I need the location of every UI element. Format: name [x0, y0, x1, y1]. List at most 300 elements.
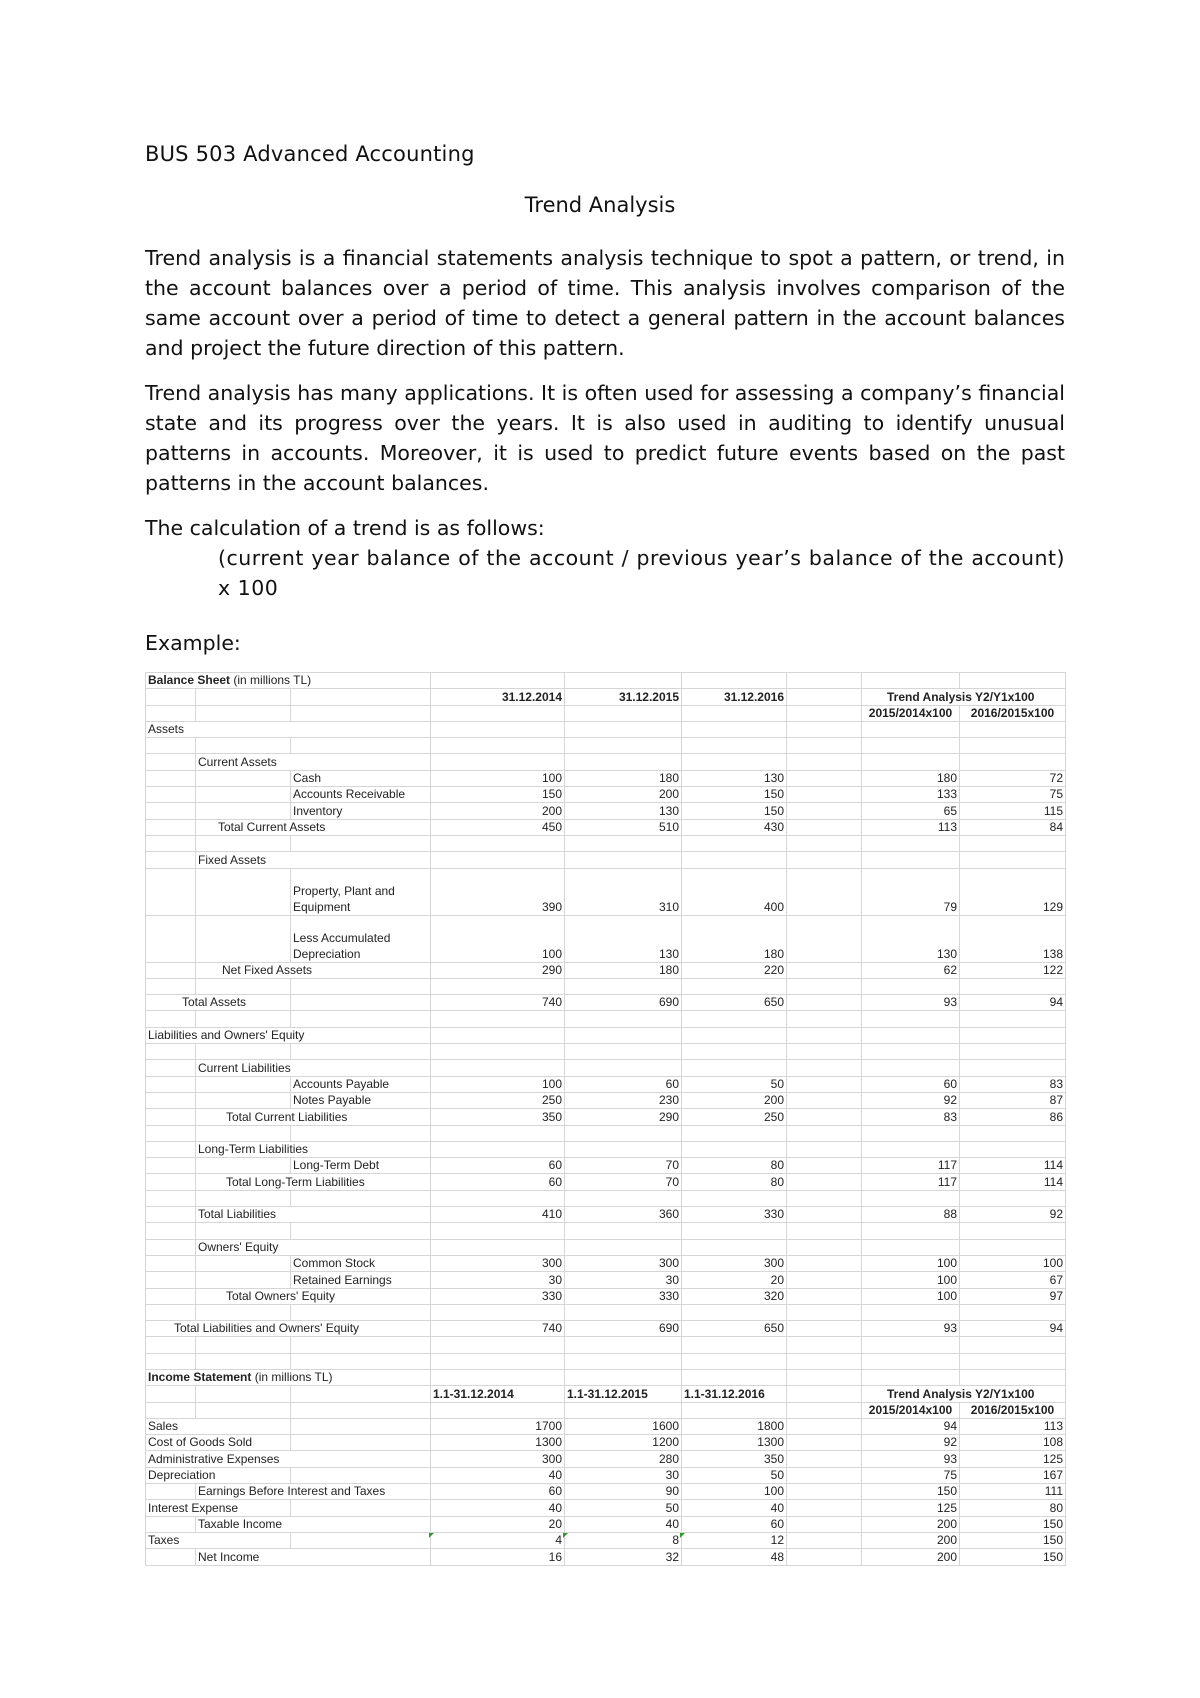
table-cell	[291, 1467, 431, 1483]
table-cell	[787, 1223, 862, 1239]
table-cell	[787, 1467, 862, 1483]
is-subheader-row	[146, 1402, 1066, 1418]
table-row	[146, 1092, 1066, 1108]
table-cell: 125	[862, 1500, 960, 1516]
table-cell: 130	[862, 915, 960, 962]
table-cell	[960, 721, 1066, 737]
table-cell: 30	[565, 1467, 682, 1483]
table-cell	[146, 1402, 196, 1418]
table-cell	[565, 705, 682, 721]
table-cell: 150	[960, 1549, 1066, 1565]
table-cell	[787, 1353, 862, 1369]
table-cell: 84	[960, 819, 1066, 835]
table-cell: 1800	[682, 1418, 787, 1434]
table-cell	[862, 1239, 960, 1255]
table-cell	[146, 1092, 196, 1108]
table-cell	[146, 978, 196, 994]
table-cell: 150	[431, 787, 565, 803]
table-cell: Total Long-Term Liabilities	[196, 1174, 431, 1190]
table-cell: 12	[682, 1532, 787, 1548]
table-cell: 62	[862, 962, 960, 978]
table-row-total	[146, 1288, 1066, 1304]
table-cell	[960, 738, 1066, 754]
table-cell: 75	[862, 1467, 960, 1483]
table-cell: 650	[682, 1321, 787, 1337]
table-cell	[787, 1044, 862, 1060]
table-cell	[146, 835, 196, 851]
table-cell: 167	[960, 1467, 1066, 1483]
table-cell: 108	[960, 1435, 1066, 1451]
table-cell: 113	[862, 819, 960, 835]
table-cell	[291, 995, 431, 1011]
table-cell: 88	[862, 1207, 960, 1223]
table-cell	[291, 738, 431, 754]
table-cell	[862, 1125, 960, 1141]
is-header-row	[146, 1386, 1066, 1402]
table-cell	[431, 1141, 565, 1157]
table-cell	[787, 978, 862, 994]
table-cell: 129	[960, 868, 1066, 915]
bs-trend-a: 2015/2014x100	[862, 705, 960, 721]
table-cell	[862, 1369, 960, 1385]
table-cell	[291, 1304, 431, 1320]
table-row	[146, 1467, 1066, 1483]
table-cell	[146, 1369, 431, 1385]
table-cell	[291, 1435, 431, 1451]
table-cell	[291, 1418, 431, 1434]
table-cell	[682, 835, 787, 851]
table-cell	[862, 852, 960, 868]
table-cell	[146, 770, 196, 786]
table-cell: Total Assets	[146, 995, 291, 1011]
table-cell: Cash	[291, 770, 431, 786]
table-cell: 92	[960, 1207, 1066, 1223]
table-cell: Total Current Liabilities	[196, 1109, 431, 1125]
table-cell	[146, 1516, 196, 1532]
table-cell	[862, 1190, 960, 1206]
table-cell	[565, 1060, 682, 1076]
table-cell	[291, 1402, 431, 1418]
table-cell: 93	[862, 995, 960, 1011]
table-cell: 94	[960, 995, 1066, 1011]
paragraph-calculation: The calculation of a trend is as follows:	[145, 516, 545, 540]
table-cell: Notes Payable	[291, 1092, 431, 1108]
table-cell: 290	[431, 962, 565, 978]
table-cell: 138	[960, 915, 1066, 962]
table-cell	[787, 770, 862, 786]
example-label: Example:	[145, 631, 241, 655]
table-cell: 690	[565, 1321, 682, 1337]
table-cell: 250	[431, 1092, 565, 1108]
table-cell	[565, 1239, 682, 1255]
bs-oe-label: Owners' Equity	[196, 1239, 431, 1255]
table-cell: 50	[565, 1500, 682, 1516]
table-row-blank	[146, 1337, 1066, 1353]
table-cell	[787, 835, 862, 851]
table-row	[146, 1516, 1066, 1532]
table-cell: 180	[862, 770, 960, 786]
table-cell: 130	[565, 803, 682, 819]
table-cell	[682, 1337, 787, 1353]
table-cell: 30	[431, 1272, 565, 1288]
table-cell	[146, 689, 196, 705]
table-cell	[862, 1027, 960, 1043]
table-cell: 180	[565, 962, 682, 978]
table-cell	[862, 1223, 960, 1239]
table-cell	[431, 1304, 565, 1320]
table-cell: Interest Expense	[146, 1500, 291, 1516]
bs-assets-label: Assets	[146, 721, 431, 737]
table-row	[146, 770, 1066, 786]
table-cell: 114	[960, 1174, 1066, 1190]
table-cell	[565, 738, 682, 754]
table-cell: 100	[682, 1484, 787, 1500]
table-cell	[291, 705, 431, 721]
table-cell	[682, 754, 787, 770]
table-row-total	[146, 995, 1066, 1011]
table-cell	[565, 835, 682, 851]
is-trend-header: Trend Analysis Y2/Y1x100	[862, 1386, 1066, 1402]
table-cell: 330	[565, 1288, 682, 1304]
is-col-2015: 1.1-31.12.2015	[565, 1386, 682, 1402]
bs-title: Balance Sheet	[148, 673, 231, 688]
table-cell	[196, 978, 291, 994]
table-cell: Less Accumulated Depreciation	[291, 915, 431, 962]
table-cell	[565, 1402, 682, 1418]
table-cell: 40	[682, 1500, 787, 1516]
table-cell	[682, 1190, 787, 1206]
table-cell	[431, 1337, 565, 1353]
table-cell	[960, 1027, 1066, 1043]
table-row-blank	[146, 978, 1066, 994]
table-cell: 92	[862, 1435, 960, 1451]
table-cell	[196, 1125, 291, 1141]
table-cell	[862, 1304, 960, 1320]
table-cell	[682, 721, 787, 737]
table-cell: 1600	[565, 1418, 682, 1434]
table-cell: 280	[565, 1451, 682, 1467]
table-cell	[960, 1060, 1066, 1076]
table-row-blank	[146, 1125, 1066, 1141]
table-cell	[960, 1141, 1066, 1157]
table-cell	[787, 1500, 862, 1516]
table-cell: 50	[682, 1076, 787, 1092]
table-cell	[682, 1353, 787, 1369]
table-cell	[787, 754, 862, 770]
table-row-total	[146, 962, 1066, 978]
table-cell	[787, 1109, 862, 1125]
table-cell: 400	[682, 868, 787, 915]
table-cell	[291, 1223, 431, 1239]
table-cell	[196, 1092, 291, 1108]
table-cell	[787, 1321, 862, 1337]
table-cell	[960, 754, 1066, 770]
spreadsheet-example	[145, 672, 1065, 1566]
table-cell	[431, 1190, 565, 1206]
table-cell	[146, 738, 196, 754]
table-cell	[862, 754, 960, 770]
table-cell: 16	[431, 1549, 565, 1565]
table-cell	[146, 787, 196, 803]
table-row	[146, 1435, 1066, 1451]
table-cell	[196, 1223, 291, 1239]
table-cell	[431, 1011, 565, 1027]
table-cell	[787, 1386, 862, 1402]
table-cell	[960, 1337, 1066, 1353]
table-cell	[862, 1353, 960, 1369]
table-cell	[431, 754, 565, 770]
table-cell	[291, 1500, 431, 1516]
table-cell	[196, 915, 291, 962]
table-cell	[196, 1190, 291, 1206]
table-row	[146, 1484, 1066, 1500]
table-row-blank	[146, 1011, 1066, 1027]
table-cell: 200	[431, 803, 565, 819]
table-cell: 330	[431, 1288, 565, 1304]
is-title: Income Statement	[148, 1370, 252, 1385]
table-cell	[431, 1353, 565, 1369]
table-row	[146, 1451, 1066, 1467]
table-cell	[431, 1027, 565, 1043]
table-cell	[787, 1272, 862, 1288]
table-cell: 30	[565, 1272, 682, 1288]
table-cell	[862, 978, 960, 994]
table-cell	[862, 1011, 960, 1027]
table-cell	[862, 738, 960, 754]
is-col-2016: 1.1-31.12.2016	[682, 1386, 787, 1402]
paragraph-definition: Trend analysis is a financial statements analysis technique to spot a pattern, or trend, in the account balances over a period of time. This analysis involves comparison of the same account over a period of time to detect a general pattern in the account balances and project the future direction of this pattern.	[145, 246, 1065, 360]
table-cell	[196, 1076, 291, 1092]
trend-table	[145, 672, 1066, 1566]
table-cell	[787, 868, 862, 915]
table-row	[146, 915, 1066, 962]
table-cell	[682, 673, 787, 689]
bs-fixed-assets-label: Fixed Assets	[196, 852, 431, 868]
table-cell: 390	[431, 868, 565, 915]
table-cell: Net Fixed Assets	[196, 962, 431, 978]
table-cell: 200	[862, 1532, 960, 1548]
table-cell	[862, 835, 960, 851]
table-cell	[682, 978, 787, 994]
table-cell: 180	[565, 770, 682, 786]
table-cell	[565, 978, 682, 994]
table-cell	[146, 705, 196, 721]
table-cell	[682, 1369, 787, 1385]
table-cell	[682, 1027, 787, 1043]
table-cell	[787, 1011, 862, 1027]
table-cell	[196, 1011, 291, 1027]
table-cell	[196, 689, 291, 705]
table-cell	[787, 1451, 862, 1467]
table-cell: 67	[960, 1272, 1066, 1288]
table-cell	[787, 1402, 862, 1418]
table-cell	[146, 1304, 196, 1320]
table-cell	[431, 1125, 565, 1141]
table-cell: 100	[960, 1255, 1066, 1271]
table-cell: Retained Earnings	[291, 1272, 431, 1288]
table-cell	[682, 1011, 787, 1027]
bs-lt-liab-row	[146, 1141, 1066, 1157]
table-cell: 111	[960, 1484, 1066, 1500]
table-cell	[291, 1386, 431, 1402]
table-cell	[682, 1141, 787, 1157]
table-cell: 350	[431, 1109, 565, 1125]
table-cell	[196, 1255, 291, 1271]
table-cell	[146, 803, 196, 819]
table-cell	[431, 673, 565, 689]
table-cell: 93	[862, 1451, 960, 1467]
table-cell: 150	[960, 1532, 1066, 1548]
table-cell: 150	[960, 1516, 1066, 1532]
table-cell: 72	[960, 770, 1066, 786]
table-cell: 200	[565, 787, 682, 803]
table-cell: 510	[565, 819, 682, 835]
table-cell	[146, 1060, 196, 1076]
table-cell	[565, 1223, 682, 1239]
table-cell: Long-Term Debt	[291, 1158, 431, 1174]
table-cell	[565, 673, 682, 689]
table-cell	[196, 835, 291, 851]
table-cell	[565, 1141, 682, 1157]
table-cell	[146, 1255, 196, 1271]
table-cell: 100	[431, 1076, 565, 1092]
table-cell	[146, 1158, 196, 1174]
table-cell: Total Owners' Equity	[196, 1288, 431, 1304]
table-cell	[787, 1549, 862, 1565]
table-cell	[787, 1158, 862, 1174]
table-cell	[960, 1239, 1066, 1255]
table-cell	[291, 1011, 431, 1027]
table-cell: 100	[431, 915, 565, 962]
trend-formula: (current year balance of the account / previous year’s balance of the account) x 100	[218, 546, 1065, 600]
bs-trend-header: Trend Analysis Y2/Y1x100	[862, 689, 1066, 705]
table-cell	[196, 770, 291, 786]
table-cell: 230	[565, 1092, 682, 1108]
table-cell	[862, 673, 960, 689]
table-cell	[291, 978, 431, 994]
bs-lt-liab-label: Long-Term Liabilities	[196, 1141, 431, 1157]
table-cell	[682, 1060, 787, 1076]
table-cell	[862, 1141, 960, 1157]
table-cell	[787, 995, 862, 1011]
table-cell	[565, 1304, 682, 1320]
table-cell	[960, 673, 1066, 689]
table-cell	[146, 1125, 196, 1141]
table-cell: Administrative Expenses	[146, 1451, 431, 1467]
table-cell	[960, 835, 1066, 851]
table-cell	[196, 738, 291, 754]
table-cell: 20	[431, 1516, 565, 1532]
table-cell	[862, 1060, 960, 1076]
table-cell: 60	[431, 1158, 565, 1174]
table-cell: 94	[960, 1321, 1066, 1337]
table-cell: 83	[862, 1109, 960, 1125]
table-cell: 40	[565, 1516, 682, 1532]
table-cell	[146, 1109, 196, 1125]
table-cell	[787, 852, 862, 868]
table-cell	[787, 819, 862, 835]
is-trend-b: 2016/2015x100	[960, 1402, 1066, 1418]
table-cell	[960, 1369, 1066, 1385]
table-cell	[565, 1011, 682, 1027]
table-cell: 360	[565, 1207, 682, 1223]
table-cell: 1300	[682, 1435, 787, 1451]
table-row-blank	[146, 1044, 1066, 1060]
table-cell	[682, 1239, 787, 1255]
table-cell	[960, 1353, 1066, 1369]
table-cell: 65	[862, 803, 960, 819]
table-cell	[146, 1076, 196, 1092]
table-cell	[146, 1272, 196, 1288]
table-cell	[196, 1304, 291, 1320]
table-cell	[431, 1239, 565, 1255]
table-cell: 130	[565, 915, 682, 962]
table-cell	[196, 1337, 291, 1353]
table-cell: 450	[431, 819, 565, 835]
table-cell: 740	[431, 1321, 565, 1337]
table-cell	[862, 1044, 960, 1060]
table-row	[146, 787, 1066, 803]
table-cell: 4	[431, 1532, 565, 1548]
table-cell	[431, 1223, 565, 1239]
table-cell	[787, 705, 862, 721]
table-cell: 690	[565, 995, 682, 1011]
table-cell	[960, 978, 1066, 994]
table-cell	[787, 962, 862, 978]
table-cell	[787, 1141, 862, 1157]
table-cell	[565, 1125, 682, 1141]
bs-title-row	[146, 673, 1066, 689]
table-row	[146, 1549, 1066, 1565]
table-row-total	[146, 1321, 1066, 1337]
table-cell: 220	[682, 962, 787, 978]
table-cell: 200	[862, 1549, 960, 1565]
table-cell	[146, 962, 196, 978]
table-cell	[146, 1141, 196, 1157]
table-cell: Property, Plant and Equipment	[291, 868, 431, 915]
table-cell	[787, 1532, 862, 1548]
table-cell: Inventory	[291, 803, 431, 819]
table-cell: 150	[862, 1484, 960, 1500]
table-cell: 40	[431, 1467, 565, 1483]
table-cell: 150	[682, 787, 787, 803]
table-row	[146, 1532, 1066, 1548]
bs-subheader-row	[146, 705, 1066, 721]
table-cell	[787, 1304, 862, 1320]
table-cell: 117	[862, 1174, 960, 1190]
table-cell: 92	[862, 1092, 960, 1108]
table-cell	[787, 787, 862, 803]
table-cell: 1300	[431, 1435, 565, 1451]
bs-title-units: (in millions TL)	[230, 673, 312, 688]
table-cell: 94	[862, 1418, 960, 1434]
paragraph-applications: Trend analysis has many applications. It is often used for assessing a company’s financial state and its progress over the years. It is also used in auditing to identify unusual patterns in accounts. Moreover, it is used to predict future events based on the past patterns in the account balances.	[145, 381, 1065, 495]
table-row-blank	[146, 1353, 1066, 1369]
table-cell	[565, 852, 682, 868]
table-cell	[431, 705, 565, 721]
table-cell: Total Current Assets	[196, 819, 431, 835]
table-cell: 60	[682, 1516, 787, 1532]
table-cell	[146, 819, 196, 835]
table-cell: 1700	[431, 1418, 565, 1434]
bs-trend-b: 2016/2015x100	[960, 705, 1066, 721]
table-cell	[565, 1027, 682, 1043]
table-row-blank	[146, 738, 1066, 754]
table-cell: 97	[960, 1288, 1066, 1304]
table-cell: 79	[862, 868, 960, 915]
table-cell: 290	[565, 1109, 682, 1125]
table-row	[146, 1158, 1066, 1174]
